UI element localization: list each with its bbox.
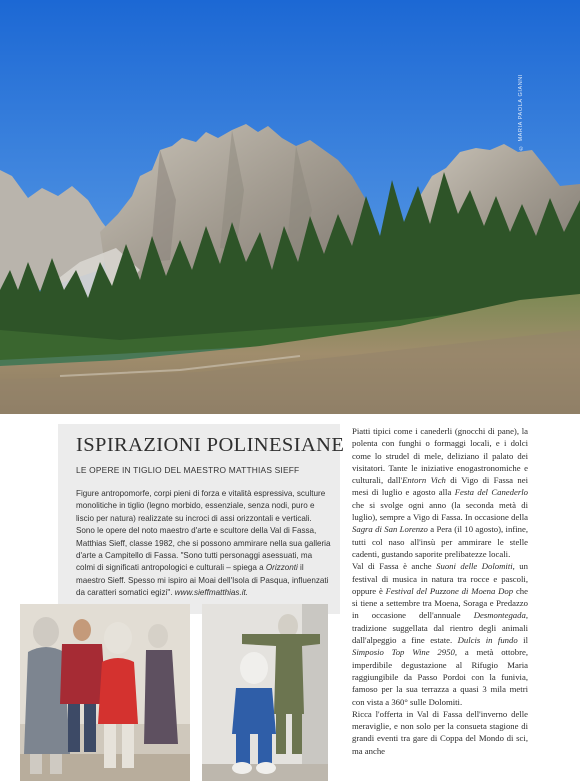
feature-body-part: Figure antropomorfe, corpi pieni di forza e vitalità espressiva, sculture monolitiche in tiglio (legno morbido, essenziale, senza nodi, puro e liscio per natura) realizzate su incroci di assi orizzontali e verticali. Sono le opere del noto maestro d'arte e scultore della Val di Fassa, Matthias Sieff, classe 1982, che si possono ammirare nella sua galleria d'arte a Campitello di Fassa. "Sono tutti personaggi asessuati, ma colmi di significati antropologici e culturali – spiega a (76, 489, 331, 573)
feature-body-part: il maestro Sieff. Spesso mi ispiro ai Moai dell'Isola di Pasqua, influenzati da caratteri somatici egizi". (76, 563, 329, 598)
article-column (352, 425, 528, 757)
event-name: Desmontegada (473, 610, 526, 621)
text-span: Val di Fassa è anche (352, 561, 437, 572)
sculptor-gallery-photo (20, 604, 190, 781)
article-paragraph-2 (352, 560, 528, 708)
feature-title: ISPIRAZIONI POLINESIANE (76, 434, 345, 456)
two-sculptures (202, 604, 328, 781)
event-name: Sagra di San Lorenzo (352, 524, 428, 535)
text-span: , tradizione suggellata dal rientro degli animali dall'alpeggio a fine estate. (352, 610, 528, 646)
event-name: Festival del Puzzone di Moena Dop (385, 585, 514, 596)
website-link[interactable]: www.sieffmatthias.it. (172, 588, 248, 598)
article-paragraph-3: Ricca l'offerta in Val di Fassa dell'inverno delle meraviglie, e non solo per la consueta stagione di grandi eventi tra gare di Coppa del Mondo di sci, ma anche (352, 708, 528, 756)
feature-body-italic: Orizzonti (265, 563, 298, 573)
feature-box (58, 424, 345, 614)
event-name: Suoni delle Dolomiti (436, 561, 513, 572)
sculptures-photo (202, 604, 328, 781)
event-name: Entorn Vich (402, 475, 446, 486)
feature-body (76, 488, 332, 600)
text-span: Piatti tipici come i canederli (gnocchi di pane), la polenta con funghi o formaggi locali, e i dolci come lo strudel di mele, deliziano il palato dei visitatori. Tante le iniziative enogastronomiche e culturali, dall' (352, 426, 528, 486)
text-span: che si tiene a settembre tra Moena, Soraga e Predazzo in occasione dell'annuale (352, 585, 528, 621)
photo-credit: © MARIA PAOLA GIANNI (518, 74, 524, 151)
text-span: il (517, 635, 528, 646)
text-span: a Pera (il 10 agosto), infine, tutti col naso all'insù per ammirare le stelle cadenti, gustando saporite prelibatezze locali. (352, 524, 528, 559)
event-name: Simposio Top Wine 2950 (352, 647, 455, 658)
event-name: Festa del Canederlo (454, 487, 529, 498)
sculptures-with-artist (20, 604, 190, 781)
text-span: , a metà ottobre, imperdibile degustazione al Rifugio Maria raggiungibile da Passo Pordoi con la funivia, famoso per la sua terrazza a quasi 3 mila metri con vista a 360° sulle Dolomiti. (352, 647, 528, 707)
feature-subtitle: LE OPERE IN TIGLIO DEL MAESTRO MATTHIAS SIEFF (76, 465, 300, 475)
article-paragraph-1 (352, 425, 528, 560)
text-span: , un festival di musica in natura tra rocce e pascoli, oppure è (352, 561, 528, 596)
text-span: che si svolge ogni anno (la seconda metà di luglio), sempre a Vigo di Fassa. In occasione della (352, 499, 528, 523)
italic-phrase: Dulcis in fundo (457, 635, 518, 646)
text-span: di Vigo di Fassa nei mesi di luglio e agosto alla (352, 475, 528, 498)
